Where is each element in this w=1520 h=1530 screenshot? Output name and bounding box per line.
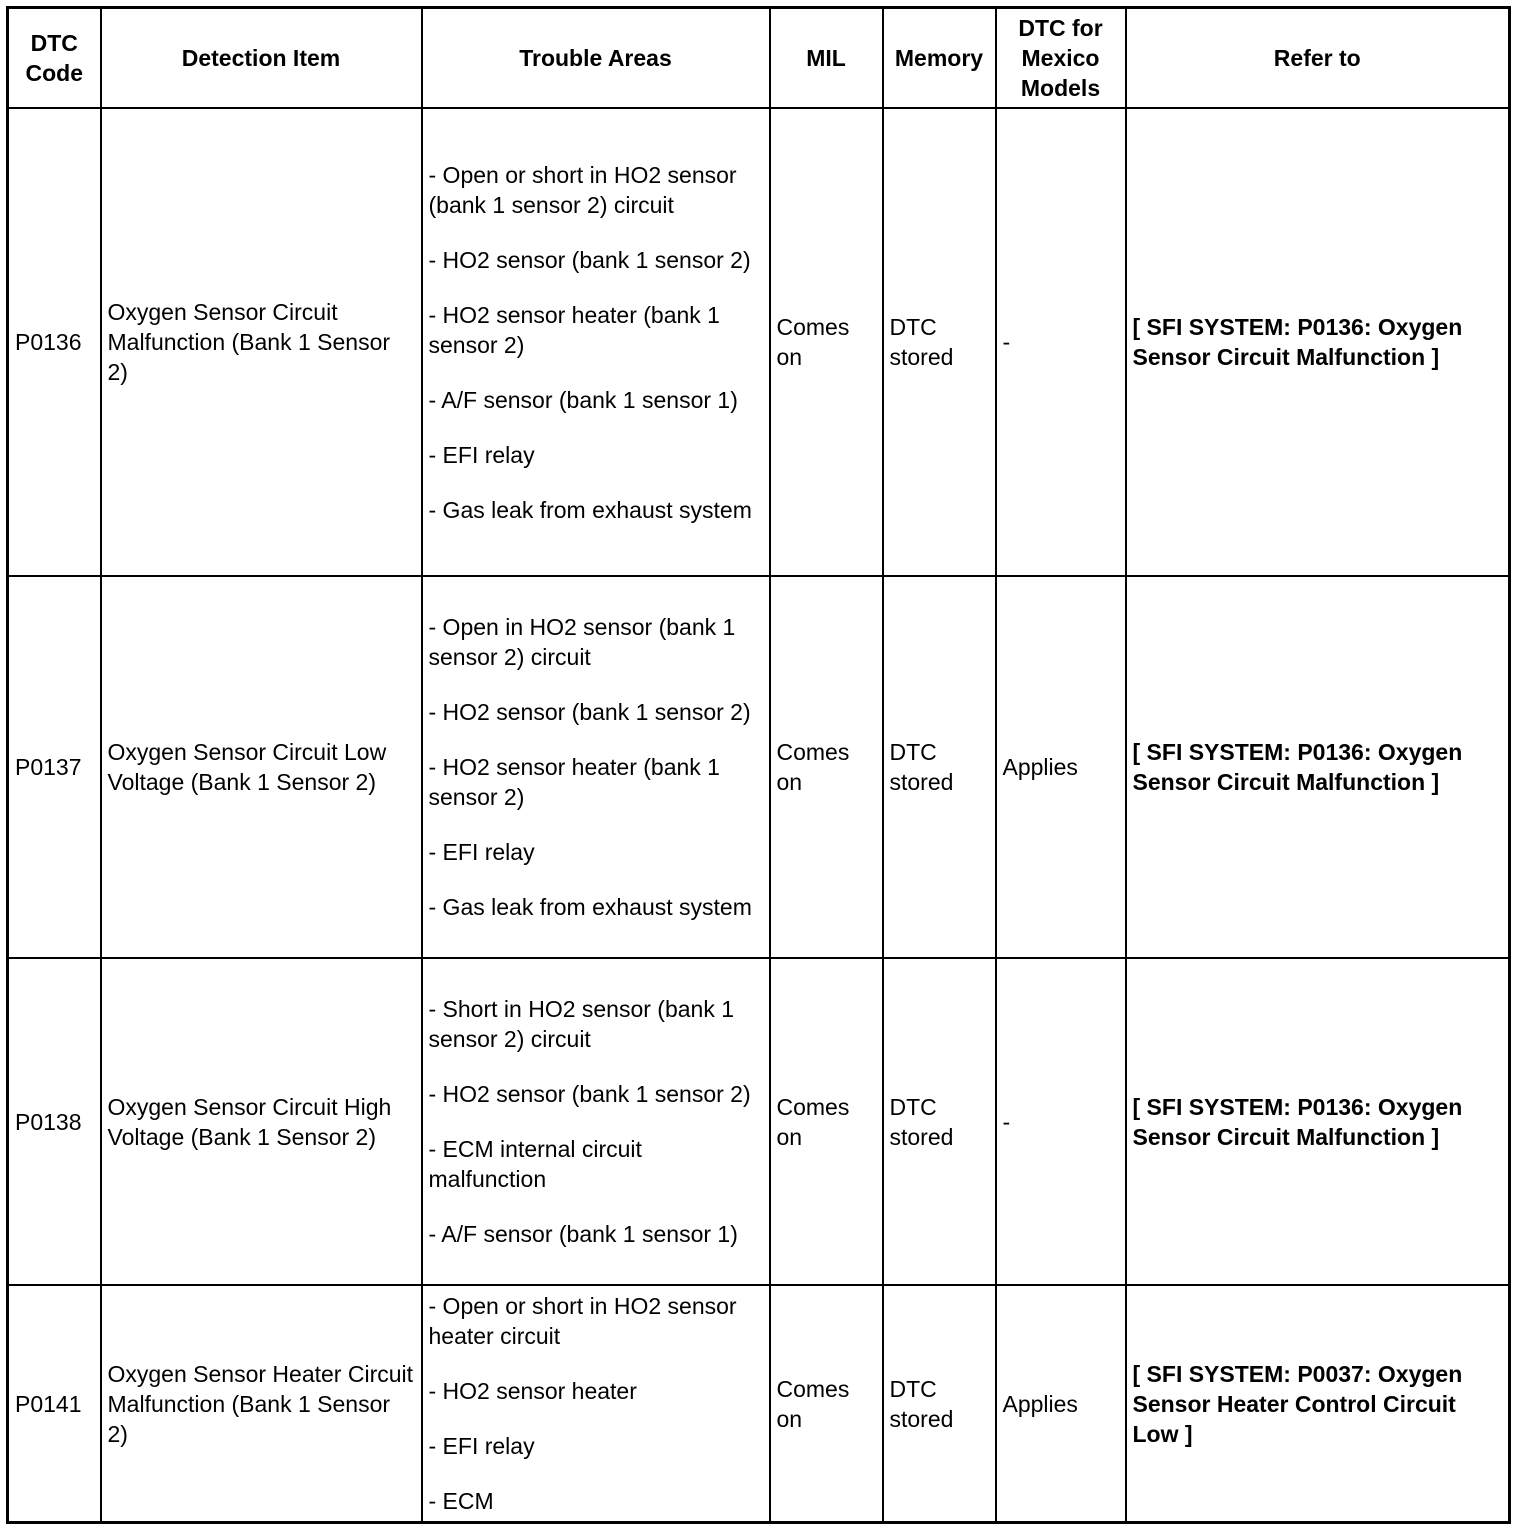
memory-cell: DTC stored (883, 576, 996, 958)
dtc-code-cell: P0137 (8, 576, 101, 958)
header-mil: MIL (770, 8, 883, 109)
header-dtc-mexico: DTC for Mexico Models (996, 8, 1126, 109)
header-row (8, 8, 1510, 109)
trouble-area-item: - Open or short in HO2 sensor heater circuit (428, 1293, 737, 1350)
trouble-area-item: - HO2 sensor (bank 1 sensor 2) (428, 246, 751, 273)
refer-to-link[interactable]: [ SFI SYSTEM: P0136: Oxygen Sensor Circuit Malfunction ] (1126, 576, 1510, 958)
detection-item-cell: Oxygen Sensor Circuit Malfunction (Bank 1 Sensor 2) (101, 108, 422, 576)
dtc-code-cell: P0136 (8, 108, 101, 576)
trouble-area-item: - EFI relay (428, 1433, 535, 1460)
trouble-area-item: - Open or short in HO2 sensor (bank 1 sensor 2) circuit (428, 161, 737, 218)
trouble-area-item: - A/F sensor (bank 1 sensor 1) (428, 1221, 738, 1248)
trouble-areas-cell (422, 576, 770, 958)
mexico-cell: Applies (996, 1285, 1126, 1522)
table-row (8, 958, 1510, 1285)
table-row (8, 1285, 1510, 1522)
header-detection-item: Detection Item (101, 8, 422, 109)
trouble-areas-cell (422, 108, 770, 576)
trouble-area-item: - HO2 sensor heater (bank 1 sensor 2) (428, 754, 720, 811)
header-memory: Memory (883, 8, 996, 109)
trouble-area-item: - Gas leak from exhaust system (428, 496, 752, 523)
trouble-area-item: - EFI relay (428, 441, 535, 468)
trouble-area-item: - HO2 sensor (bank 1 sensor 2) (428, 699, 751, 726)
detection-item-cell: Oxygen Sensor Heater Circuit Malfunction (Bank 1 Sensor 2) (101, 1285, 422, 1522)
trouble-area-item: - Short in HO2 sensor (bank 1 sensor 2) circuit (428, 996, 735, 1053)
mil-cell: Comes on (770, 958, 883, 1285)
trouble-area-item: - HO2 sensor heater (bank 1 sensor 2) (428, 301, 720, 358)
trouble-area-item: - A/F sensor (bank 1 sensor 1) (428, 386, 738, 413)
dtc-code-cell: P0138 (8, 958, 101, 1285)
mexico-cell: - (996, 108, 1126, 576)
trouble-area-item: - ECM internal circuit malfunction (428, 1136, 642, 1193)
header-dtc-code: DTC Code (8, 8, 101, 109)
trouble-area-item: - Open in HO2 sensor (bank 1 sensor 2) circuit (428, 614, 736, 671)
header-trouble-areas: Trouble Areas (422, 8, 770, 109)
trouble-areas-cell (422, 958, 770, 1285)
trouble-area-item: - ECM (428, 1488, 494, 1515)
trouble-areas-cell (422, 1285, 770, 1522)
trouble-area-item: - HO2 sensor heater (428, 1378, 637, 1405)
memory-cell: DTC stored (883, 108, 996, 576)
dtc-code-cell: P0141 (8, 1285, 101, 1522)
refer-to-link[interactable]: [ SFI SYSTEM: P0136: Oxygen Sensor Circuit Malfunction ] (1126, 958, 1510, 1285)
refer-to-link[interactable]: [ SFI SYSTEM: P0136: Oxygen Sensor Circuit Malfunction ] (1126, 108, 1510, 576)
table-row (8, 576, 1510, 958)
detection-item-cell: Oxygen Sensor Circuit Low Voltage (Bank 1 Sensor 2) (101, 576, 422, 958)
mil-cell: Comes on (770, 1285, 883, 1522)
trouble-area-item: - EFI relay (428, 839, 535, 866)
memory-cell: DTC stored (883, 958, 996, 1285)
mexico-cell: - (996, 958, 1126, 1285)
mil-cell: Comes on (770, 108, 883, 576)
trouble-area-item: - HO2 sensor (bank 1 sensor 2) (428, 1081, 751, 1108)
memory-cell: DTC stored (883, 1285, 996, 1522)
mil-cell: Comes on (770, 576, 883, 958)
trouble-area-item: - Gas leak from exhaust system (428, 894, 752, 921)
refer-to-link[interactable]: [ SFI SYSTEM: P0037: Oxygen Sensor Heater Control Circuit Low ] (1126, 1285, 1510, 1522)
dtc-table (6, 6, 1511, 1524)
header-refer-to: Refer to (1126, 8, 1510, 109)
mexico-cell: Applies (996, 576, 1126, 958)
detection-item-cell: Oxygen Sensor Circuit High Voltage (Bank 1 Sensor 2) (101, 958, 422, 1285)
table-row (8, 108, 1510, 576)
